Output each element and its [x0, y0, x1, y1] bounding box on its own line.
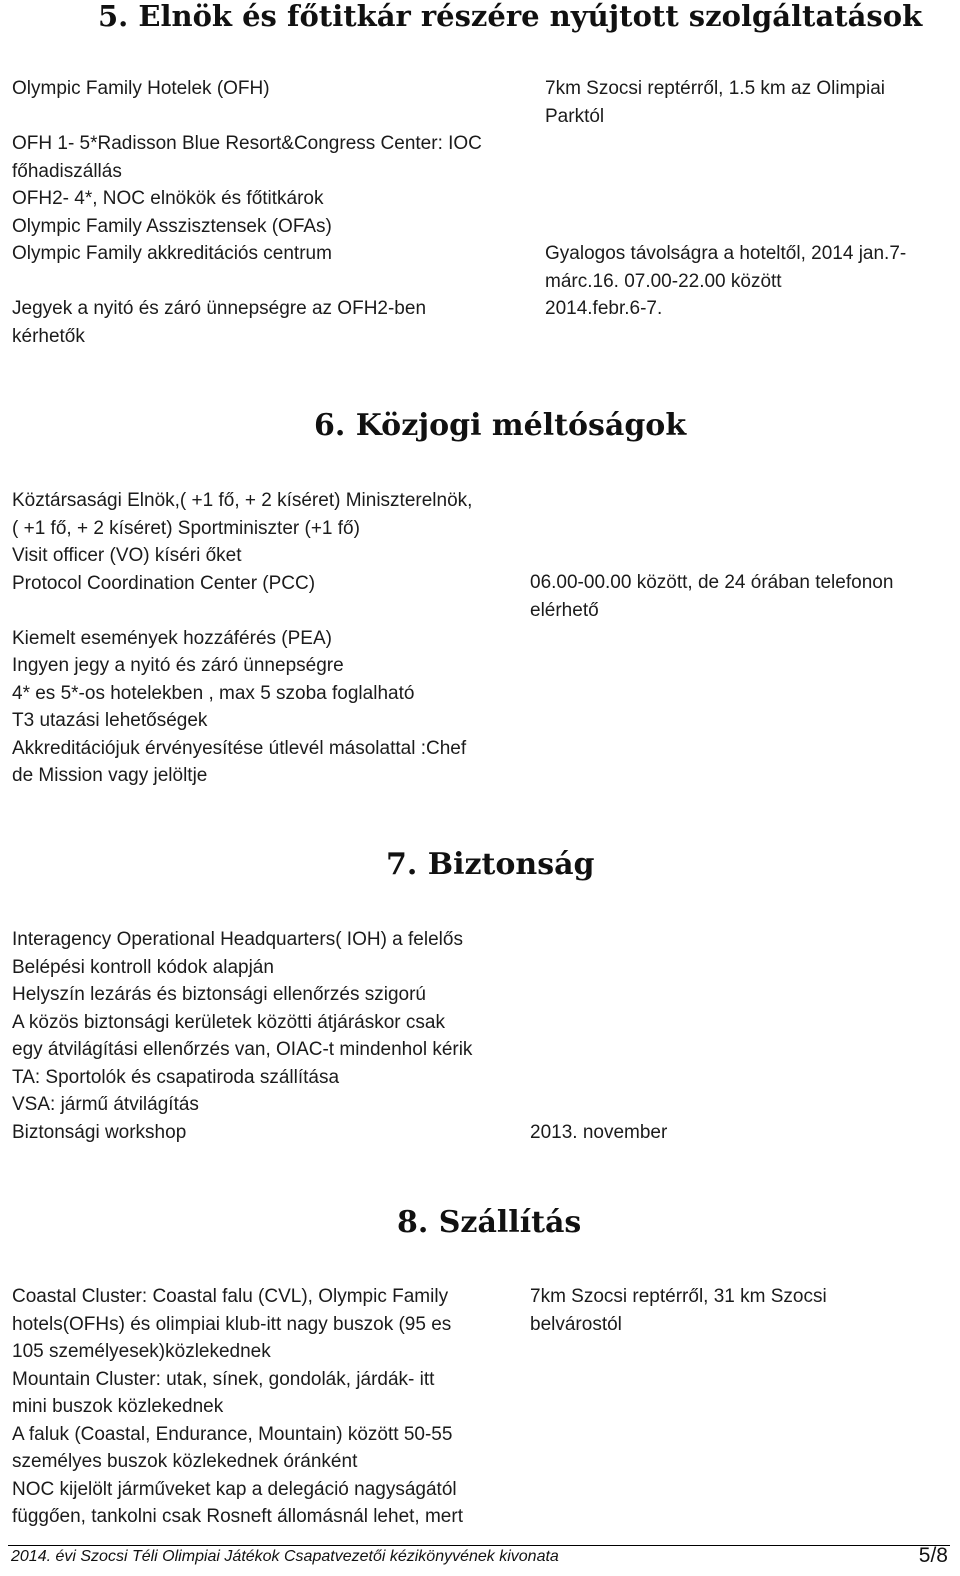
text-line: Olympic Family Hotelek (OFH)	[12, 78, 270, 99]
section-8-heading: 8. Szállítás	[397, 1205, 582, 1240]
footer-divider	[8, 1545, 950, 1546]
section-6-heading: 6. Közjogi méltóságok	[314, 408, 687, 443]
text-line: TA: Sportolók és csapatiroda szállítása	[12, 1066, 340, 1088]
text-line: 4* es 5*-os hotelekben , max 5 szoba foglalható	[12, 682, 415, 704]
text-line: Protocol Coordination Center (PCC)	[12, 572, 316, 594]
section-7-left-text	[12, 926, 472, 1146]
text-line: Kiemelt események hozzáférés (PEA)	[12, 627, 332, 649]
text-line: 2013. november	[530, 1122, 668, 1143]
text-line: belvárostól	[530, 1313, 622, 1335]
text-line: Mountain Cluster: utak, sínek, gondolák, járdák- itt	[12, 1368, 435, 1390]
text-line: Visit officer (VO) kíséri őket	[12, 545, 242, 566]
text-line	[545, 130, 906, 158]
text-line: Helyszín lezárás és biztonsági ellenőrzés szigorú	[12, 984, 426, 1005]
section-5-left-text	[12, 75, 482, 350]
text-line: Ingyen jegy a nyitó és záró ünnepségre	[12, 655, 344, 676]
text-line: Akkreditációjuk érvényesítése útlevél másolattal :Chef	[12, 737, 467, 759]
text-line	[12, 268, 482, 296]
text-line: kérhetők	[12, 325, 85, 347]
text-line: NOC kijelölt járműveket kap a delegáció nagyságától	[12, 1478, 457, 1500]
section-5-heading: 5. Elnök és főtitkár részére nyújtott szolgáltatások	[98, 0, 923, 33]
text-line: mini buszok közlekednek	[12, 1396, 224, 1417]
text-line: főhadiszállás	[12, 160, 122, 182]
text-line: Belépési kontroll kódok alapján	[12, 956, 274, 978]
text-line: hotels(OFHs) és olimpiai klub-itt nagy buszok (95 es	[12, 1313, 452, 1335]
text-line: személyes buszok közlekednek óránként	[12, 1451, 358, 1472]
text-line: Gyalogos távolságra a hoteltől, 2014 jan.7-	[545, 243, 907, 264]
section-6-left-text	[12, 487, 472, 790]
text-line: Biztonsági workshop	[12, 1121, 187, 1143]
text-line: 06.00-00.00 között, de 24 órában telefonon	[530, 572, 894, 593]
text-line: VSA: jármű átvilágítás	[12, 1094, 199, 1115]
text-line: Köztársasági Elnök,( +1 fő, + 2 kíséret) Miniszterelnök,	[12, 490, 473, 511]
section-6-right-text	[530, 569, 893, 624]
text-line: Olympic Family akkreditációs centrum	[12, 243, 332, 264]
text-line	[12, 597, 472, 625]
section-7-heading: 7. Biztonság	[386, 847, 595, 882]
text-line	[545, 158, 906, 186]
page-number: 5/8	[918, 1544, 948, 1567]
text-line: egy átvilágítási ellenőrzés van, OIAC-t mindenhol kérik	[12, 1039, 473, 1060]
text-line: 7km Szocsi reptérről, 31 km Szocsi	[530, 1286, 827, 1307]
section-5-right-text	[545, 75, 906, 323]
text-line: elérhető	[530, 599, 599, 621]
text-line: ( +1 fő, + 2 kíséret) Sportminiszter (+1 fő)	[12, 517, 360, 539]
text-line: 7km Szocsi reptérről, 1.5 km az Olimpiai	[545, 78, 885, 99]
section-7-right-text	[530, 1119, 667, 1147]
text-line: de Mission vagy jelöltje	[12, 765, 208, 786]
text-line: A közös biztonsági kerületek közötti átjáráskor csak	[12, 1011, 445, 1033]
text-line: függően, tankolni csak Rosneft állomásnál lehet, mert	[12, 1506, 463, 1527]
text-line	[545, 185, 906, 213]
text-line	[545, 213, 906, 241]
text-line: Interagency Operational Headquarters( IOH) a felelős	[12, 929, 463, 950]
text-line	[12, 103, 482, 131]
text-line: OFH 1- 5*Radisson Blue Resort&Congress Center: IOC	[12, 133, 482, 154]
footer-title: 2014. évi Szocsi Téli Olimpiai Játékok Csapatvezetői kézikönyvének kivonata	[11, 1548, 559, 1565]
text-line: 105 személyesek)közlekednek	[12, 1341, 271, 1362]
section-8-left-text	[12, 1283, 463, 1531]
text-line: OFH2- 4*, NOC elnökök és főtitkárok	[12, 188, 324, 209]
text-line: Coastal Cluster: Coastal falu (CVL), Olympic Family	[12, 1286, 449, 1307]
text-line: Jegyek a nyitó és záró ünnepségre az OFH2-ben	[12, 298, 427, 319]
text-line: Parktól	[545, 105, 605, 127]
text-line: márc.16. 07.00-22.00 között	[545, 270, 782, 292]
text-line: Olympic Family Asszisztensek (OFAs)	[12, 215, 332, 237]
section-8-right-text	[530, 1283, 827, 1338]
text-line: A faluk (Coastal, Endurance, Mountain) között 50-55	[12, 1423, 453, 1445]
text-line: T3 utazási lehetőségek	[12, 710, 208, 731]
text-line: 2014.febr.6-7.	[545, 298, 663, 319]
